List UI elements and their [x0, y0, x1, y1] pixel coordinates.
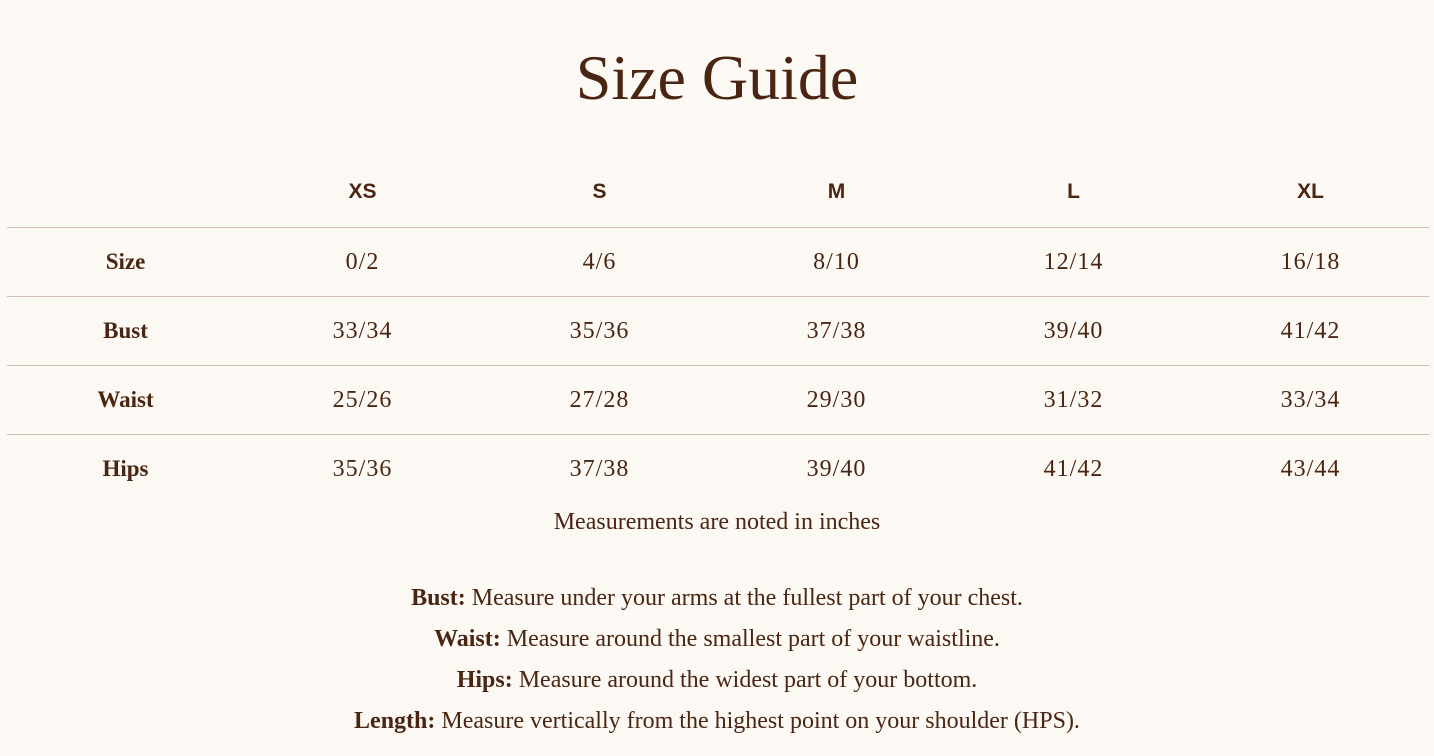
table-cell: 31/32 — [955, 366, 1192, 435]
measurement-unit-note: Measurements are noted in inches — [553, 509, 881, 535]
table-cell: 16/18 — [1192, 228, 1429, 297]
definition-text-length: Measure vertically from the highest point on your shoulder (HPS). — [435, 708, 1080, 734]
definition-text-bust: Measure under your arms at the fullest part of your chest. — [465, 585, 1023, 611]
table-cell: 43/44 — [1280, 455, 1341, 482]
definition-term-bust: Bust: — [411, 585, 466, 611]
table-row-size — [7, 228, 1429, 297]
table-cell: 41/42 — [1043, 455, 1104, 482]
table-cell: 27/28 — [481, 366, 718, 435]
table-row-bust — [7, 297, 1429, 366]
definition-text-hips: Measure around the widest part of your bottom. — [512, 667, 978, 693]
definition-bust — [0, 578, 1434, 619]
definition-length — [0, 701, 1434, 742]
row-label-waist: Waist — [7, 366, 244, 435]
table-cell: 39/40 — [806, 455, 867, 482]
table-row-waist — [7, 366, 1429, 435]
column-header-s: S — [481, 156, 718, 228]
table-cell: 8/10 — [718, 228, 955, 297]
table-cell: 39/40 — [955, 297, 1192, 366]
table-cell: 33/34 — [244, 297, 481, 366]
row-label-size: Size — [7, 228, 244, 297]
measurement-definitions — [0, 578, 1434, 742]
column-header-empty — [7, 156, 244, 228]
table-cell: 35/36 — [332, 455, 393, 482]
definition-text-waist: Measure around the smallest part of your waistline. — [500, 626, 1000, 652]
table-cell: 33/34 — [1192, 366, 1429, 435]
table-cell: 41/42 — [1192, 297, 1429, 366]
table-cell: 12/14 — [955, 228, 1192, 297]
definition-term-waist: Waist: — [434, 626, 501, 652]
table-row-hips — [7, 435, 1429, 504]
table-cell: 4/6 — [481, 228, 718, 297]
table-cell: 0/2 — [244, 228, 481, 297]
row-label-bust: Bust — [7, 297, 244, 366]
size-table-header-row — [7, 156, 1429, 228]
column-header-xl: XL — [1192, 156, 1429, 228]
definition-term-length: Length: — [354, 708, 436, 734]
column-header-xs: XS — [244, 156, 481, 228]
definition-term-hips: Hips: — [456, 667, 513, 693]
row-label-hips: Hips — [102, 456, 149, 481]
size-table — [7, 156, 1429, 503]
definition-hips — [0, 660, 1434, 701]
table-cell: 35/36 — [481, 297, 718, 366]
table-cell: 37/38 — [569, 455, 630, 482]
table-cell: 37/38 — [718, 297, 955, 366]
table-cell: 29/30 — [718, 366, 955, 435]
table-cell: 25/26 — [244, 366, 481, 435]
page-title: Size Guide — [575, 42, 859, 113]
column-header-m: M — [718, 156, 955, 228]
column-header-l: L — [955, 156, 1192, 228]
definition-waist — [0, 619, 1434, 660]
